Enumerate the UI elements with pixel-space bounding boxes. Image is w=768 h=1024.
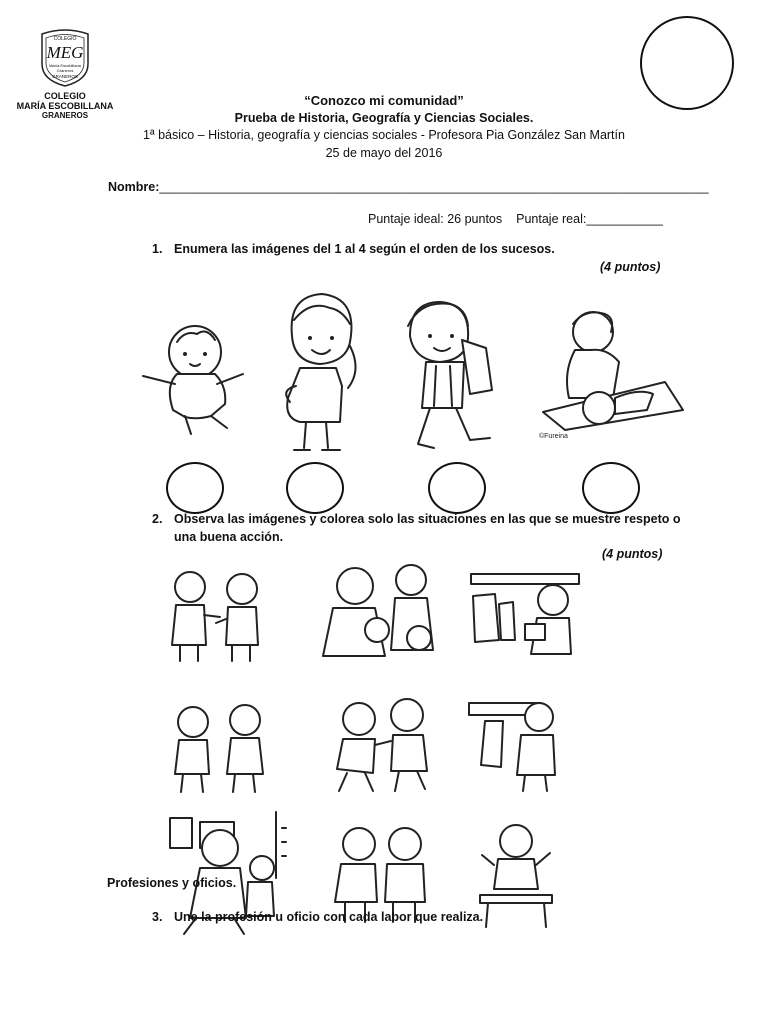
children-scene-4 (165, 700, 275, 798)
course-line: 1ª básico – Historia, geografía y ciencias sociales - Profesora Pia González San Martín (143, 128, 625, 142)
school-name-line1: COLEGIO (44, 91, 86, 101)
pregnant-woman-illustration (270, 290, 370, 460)
name-row (108, 180, 709, 194)
crest-monogram: MEG (46, 43, 84, 62)
children-scene-6 (465, 695, 565, 795)
page-title: “Conozco mi comunidad” (304, 93, 464, 108)
score-row (368, 212, 663, 226)
school-name-line2: MARÍA ESCOBILLANA (16, 101, 114, 111)
question-2-text-line1: Observa las imágenes y colorea solo las situaciones en las que se muestre respeto o (174, 512, 681, 526)
children-scene-2 (315, 560, 445, 670)
answer-circle-3[interactable] (428, 462, 486, 514)
question-2-text-line2: una buena acción. (174, 530, 284, 544)
real-score[interactable]: Puntaje real:___________ (516, 212, 663, 226)
crest-text-bottom: GRANEROS (52, 74, 78, 79)
question-1-text: Enumera las imágenes del 1 al 4 según el orden de los sucesos. (174, 242, 555, 256)
question-3-text: Une la profesión u oficio con cada labor que realiza. (174, 910, 484, 924)
name-line[interactable]: _______________________________________________________________________________ (159, 180, 709, 194)
crest-text-top: COLEGIO (53, 36, 77, 42)
answer-circle-1[interactable] (166, 462, 224, 514)
name-label: Nombre: (108, 180, 160, 194)
children-scene-3 (465, 570, 585, 665)
school-name-line3: GRANEROS (41, 111, 89, 120)
page-subtitle: Prueba de Historia, Geografía y Ciencias Sociales. (234, 111, 534, 125)
baby-crawling-illustration (135, 312, 245, 437)
question-1-number: 1. (152, 242, 163, 256)
answer-circle-2[interactable] (286, 462, 344, 514)
section-title-professions: Profesiones y oficios. (107, 876, 237, 890)
question-3-number: 3. (152, 910, 163, 924)
mother-baby-illustration (535, 302, 690, 442)
copyright-text: ©Fureina (539, 433, 568, 440)
question-2-number: 2. (152, 512, 163, 526)
answer-circle-4[interactable] (582, 462, 640, 514)
boy-backpack-illustration (400, 298, 500, 458)
children-scene-1 (160, 565, 285, 665)
school-logo (38, 28, 92, 88)
ideal-score: Puntaje ideal: 26 puntos (368, 212, 503, 226)
question-2-points: (4 puntos) (602, 547, 663, 561)
question-1-points: (4 puntos) (600, 260, 661, 274)
children-scene-9 (470, 815, 560, 930)
children-scene-5 (325, 695, 440, 795)
date-line: 25 de mayo del 2016 (325, 146, 443, 160)
crest-text-mid: María Escobillana Graneros (49, 63, 81, 73)
